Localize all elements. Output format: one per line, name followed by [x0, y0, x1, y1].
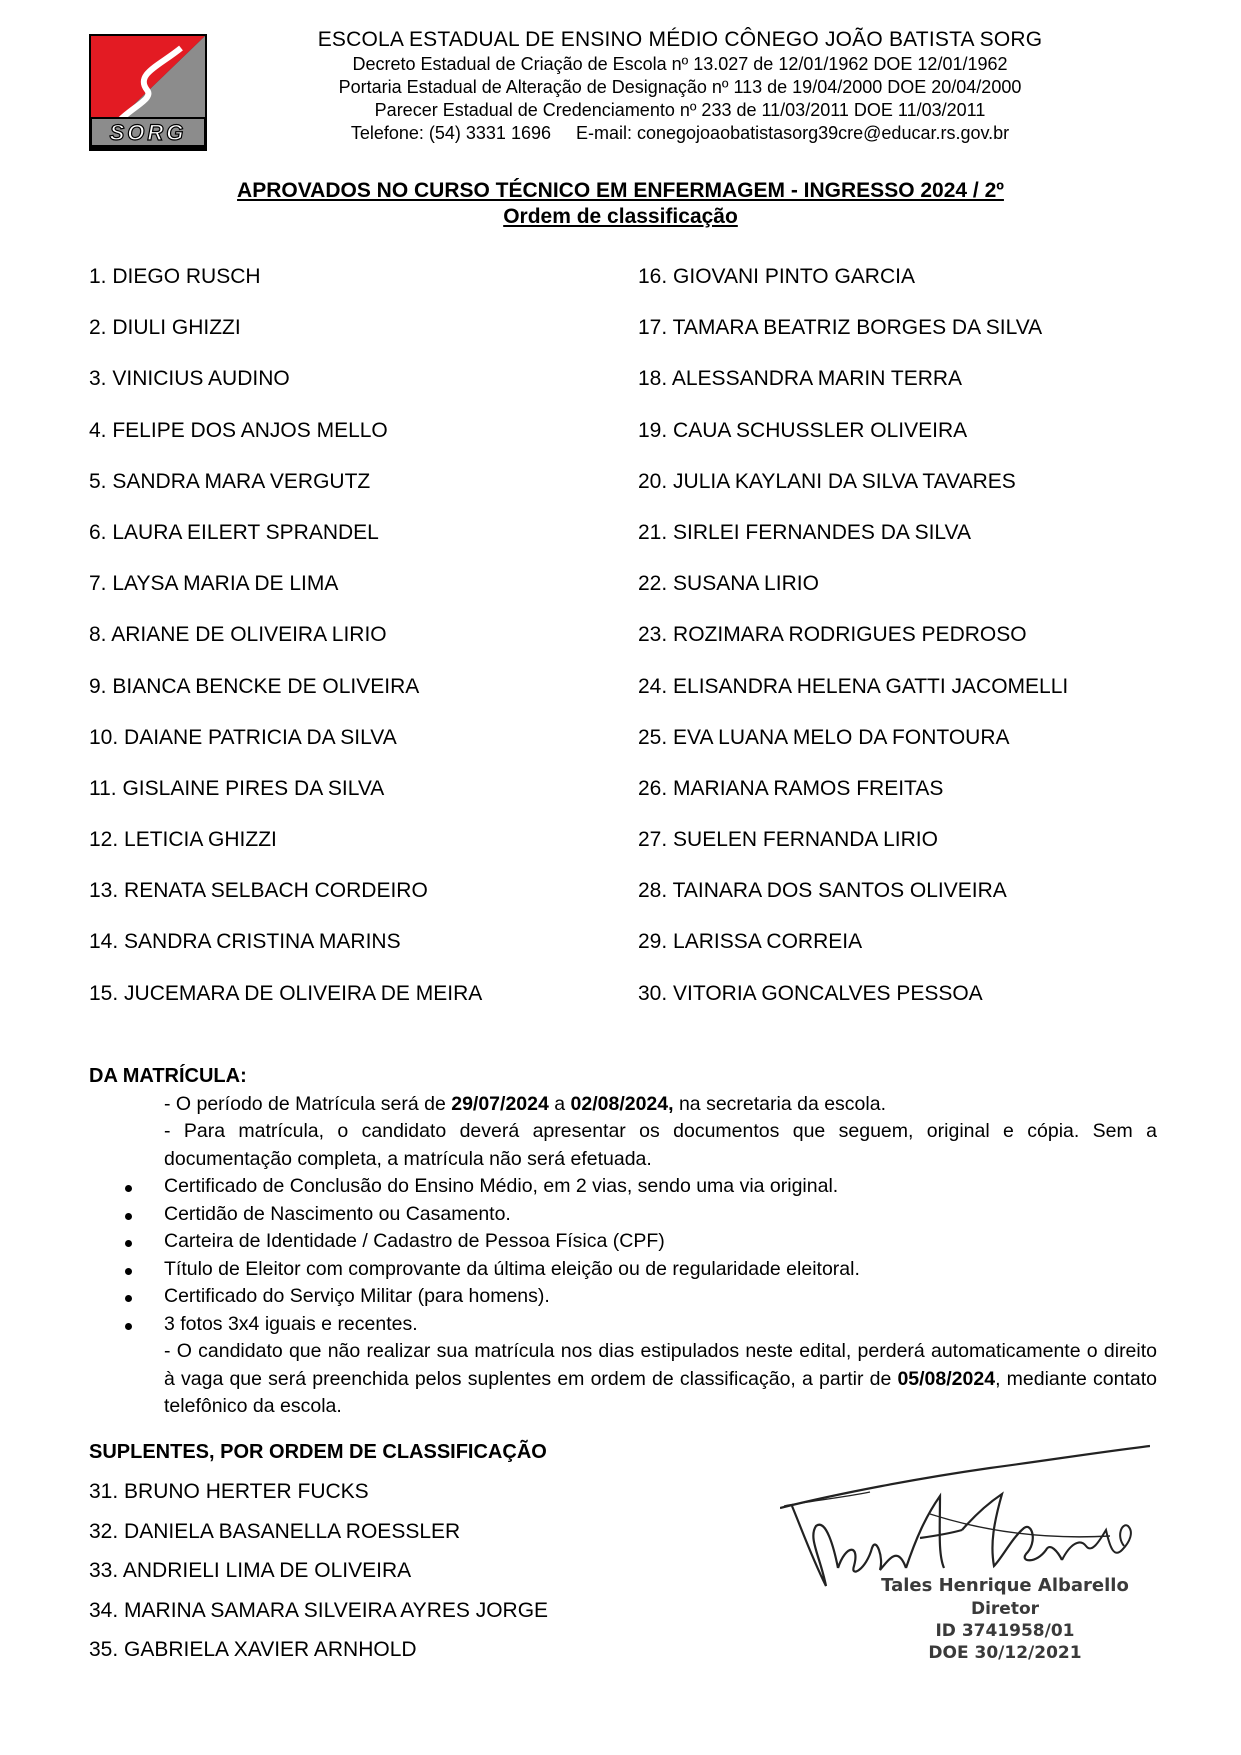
list-item: 11. GISLAINE PIRES DA SILVA [89, 776, 385, 800]
list-item: 19. CAUA SCHUSSLER OLIVEIRA [638, 418, 968, 442]
list-item: 13. RENATA SELBACH CORDEIRO [89, 879, 428, 903]
note-date: 05/08/2024 [897, 1367, 996, 1390]
bullet-icon [125, 1240, 132, 1247]
list-item [89, 1256, 1157, 1284]
list-item: 4. FELIPE DOS ANJOS MELLO [89, 418, 388, 442]
list-item: 10. DAIANE PATRICIA DA SILVA [89, 725, 397, 749]
period-prefix: - O período de Matrícula será de [164, 1092, 452, 1115]
approved-list-left [89, 262, 482, 1030]
document-label: Certidão de Nascimento ou Casamento. [164, 1202, 511, 1225]
enrollment-heading: DA MATRÍCULA: [89, 1065, 247, 1087]
list-item [89, 1201, 1157, 1229]
list-item: 24. ELISANDRA HELENA GATTI JACOMELLI [638, 674, 1069, 698]
note-prefix: - O candidato que não realizar sua matrícula nos dias estipulados neste edital, perderá automaticamente o direito à vaga que será preenchida pelos suplentes em ordem de classificação, a partir de [164, 1340, 1157, 1390]
list-item: 2. DIULI GHIZZI [89, 316, 241, 340]
list-item [89, 1311, 1157, 1339]
ordinance-line: Portaria Estadual de Alteração de Designação nº 113 de 19/04/2000 DOE 20/04/2000 [338, 77, 1022, 97]
list-item: 32. DANIELA BASANELLA ROESSLER [89, 1519, 461, 1543]
list-item: 3. VINICIUS AUDINO [89, 367, 290, 391]
bullet-icon [125, 1268, 132, 1275]
director-name: Tales Henrique Albarello [881, 1575, 1129, 1596]
list-item [89, 1173, 1157, 1201]
document-label: 3 fotos 3x4 iguais e recentes. [164, 1312, 418, 1335]
substitutes-list [89, 1478, 548, 1676]
list-item: 28. TAINARA DOS SANTOS OLIVEIRA [638, 879, 1007, 903]
list-item: 29. LARISSA CORREIA [638, 930, 863, 954]
documents-intro: - Para matrícula, o candidato deverá apresentar os documentos que seguem, original e cópia. Sem a documentação completa, a matrícula não será efetuada. [164, 1120, 1157, 1170]
list-item: 34. MARINA SAMARA SILVEIRA AYRES JORGE [89, 1598, 549, 1622]
period-suffix: na secretaria da escola. [673, 1092, 886, 1115]
document-label: Carteira de Identidade / Cadastro de Pessoa Física (CPF) [164, 1230, 665, 1252]
director-role: Diretor [970, 1599, 1040, 1619]
list-item: 15. JUCEMARA DE OLIVEIRA DE MEIRA [89, 981, 483, 1005]
accreditation-line: Parecer Estadual de Credenciamento nº 233 de 11/03/2011 DOE 11/03/2011 [374, 100, 986, 120]
document-label: Certificado do Serviço Militar (para homens). [164, 1285, 550, 1307]
documents-list [89, 1173, 1157, 1338]
contact-line: Telefone: (54) 3331 1696 E-mail: conegojoaobatistasorg39cre@educar.rs.gov.br [350, 123, 1010, 143]
list-item: 5. SANDRA MARA VERGUTZ [89, 469, 371, 493]
list-item: 25. EVA LUANA MELO DA FONTOURA [638, 725, 1010, 749]
list-item: 33. ANDRIELI LIMA DE OLIVEIRA [89, 1559, 412, 1582]
list-item: 23. ROZIMARA RODRIGUES PEDROSO [638, 623, 1027, 647]
logo-text: SORG [109, 120, 187, 145]
list-item: 7. LAYSA MARIA DE LIMA [89, 572, 339, 596]
list-item: 20. JULIA KAYLANI DA SILVA TAVARES [638, 469, 1016, 493]
period-end-date: 02/08/2024, [570, 1092, 674, 1115]
enrollment-note [89, 1338, 1157, 1421]
list-item: 30. VITORIA GONCALVES PESSOA [638, 981, 983, 1005]
list-item [89, 1283, 1157, 1311]
substitutes-heading: SUPLENTES, POR ORDEM DE CLASSIFICAÇÃO [89, 1441, 547, 1463]
bullet-icon [125, 1185, 132, 1192]
list-item: 18. ALESSANDRA MARIN TERRA [638, 367, 963, 391]
list-item: 1. DIEGO RUSCH [89, 265, 261, 288]
decree-line: Decreto Estadual de Criação de Escola nº 13.027 de 12/01/1962 DOE 12/01/1962 [352, 54, 1008, 74]
list-item: 21. SIRLEI FERNANDES DA SILVA [638, 520, 972, 544]
list-item: 17. TAMARA BEATRIZ BORGES DA SILVA [638, 316, 1043, 340]
list-item: 31. BRUNO HERTER FUCKS [89, 1480, 369, 1503]
document-label: Título de Eleitor com comprovante da última eleição ou de regularidade eleitoral. [164, 1257, 860, 1280]
school-logo [89, 34, 207, 151]
approved-list-right [638, 262, 1068, 1030]
enrollment-section [89, 1063, 1157, 1421]
document-title [0, 178, 1241, 230]
bullet-icon [125, 1295, 132, 1302]
bullet-icon [125, 1323, 132, 1330]
director-id: ID 3741958/01 [935, 1621, 1075, 1641]
enrollment-period [89, 1091, 1157, 1119]
list-item: 6. LAURA EILERT SPRANDEL [89, 520, 379, 544]
period-mid: a [548, 1092, 571, 1115]
list-item: 27. SUELEN FERNANDA LIRIO [638, 828, 938, 852]
list-item: 9. BIANCA BENCKE DE OLIVEIRA [89, 674, 420, 698]
list-item: 8. ARIANE DE OLIVEIRA LIRIO [89, 623, 387, 647]
list-item: 12. LETICIA GHIZZI [89, 828, 277, 852]
list-item: 14. SANDRA CRISTINA MARINS [89, 930, 401, 954]
director-stamp [870, 1574, 1140, 1664]
note-suffix: , mediante contato telefônico da escola. [164, 1367, 1157, 1417]
document-label: Certificado de Conclusão do Ensino Médio, em 2 vias, sendo uma via original. [164, 1175, 839, 1197]
title-line: APROVADOS NO CURSO TÉCNICO EM ENFERMAGEM - INGRESSO 2024 / 2º [237, 179, 1004, 202]
period-start-date: 29/07/2024 [451, 1092, 549, 1115]
list-item: 22. SUSANA LIRIO [638, 572, 819, 596]
school-header [250, 26, 1110, 145]
list-item: 26. MARIANA RAMOS FREITAS [638, 776, 944, 800]
school-name: ESCOLA ESTADUAL DE ENSINO MÉDIO CÔNEGO JOÃO BATISTA SORG [317, 28, 1043, 51]
list-item: 35. GABRIELA XAVIER ARNHOLD [89, 1638, 417, 1661]
director-doe: DOE 30/12/2021 [928, 1643, 1082, 1663]
list-item [89, 1228, 1157, 1256]
list-item: 16. GIOVANI PINTO GARCIA [638, 265, 915, 288]
sorg-logo-icon [89, 34, 207, 151]
subtitle-line: Ordem de classificação [503, 205, 738, 228]
bullet-icon [125, 1213, 132, 1220]
